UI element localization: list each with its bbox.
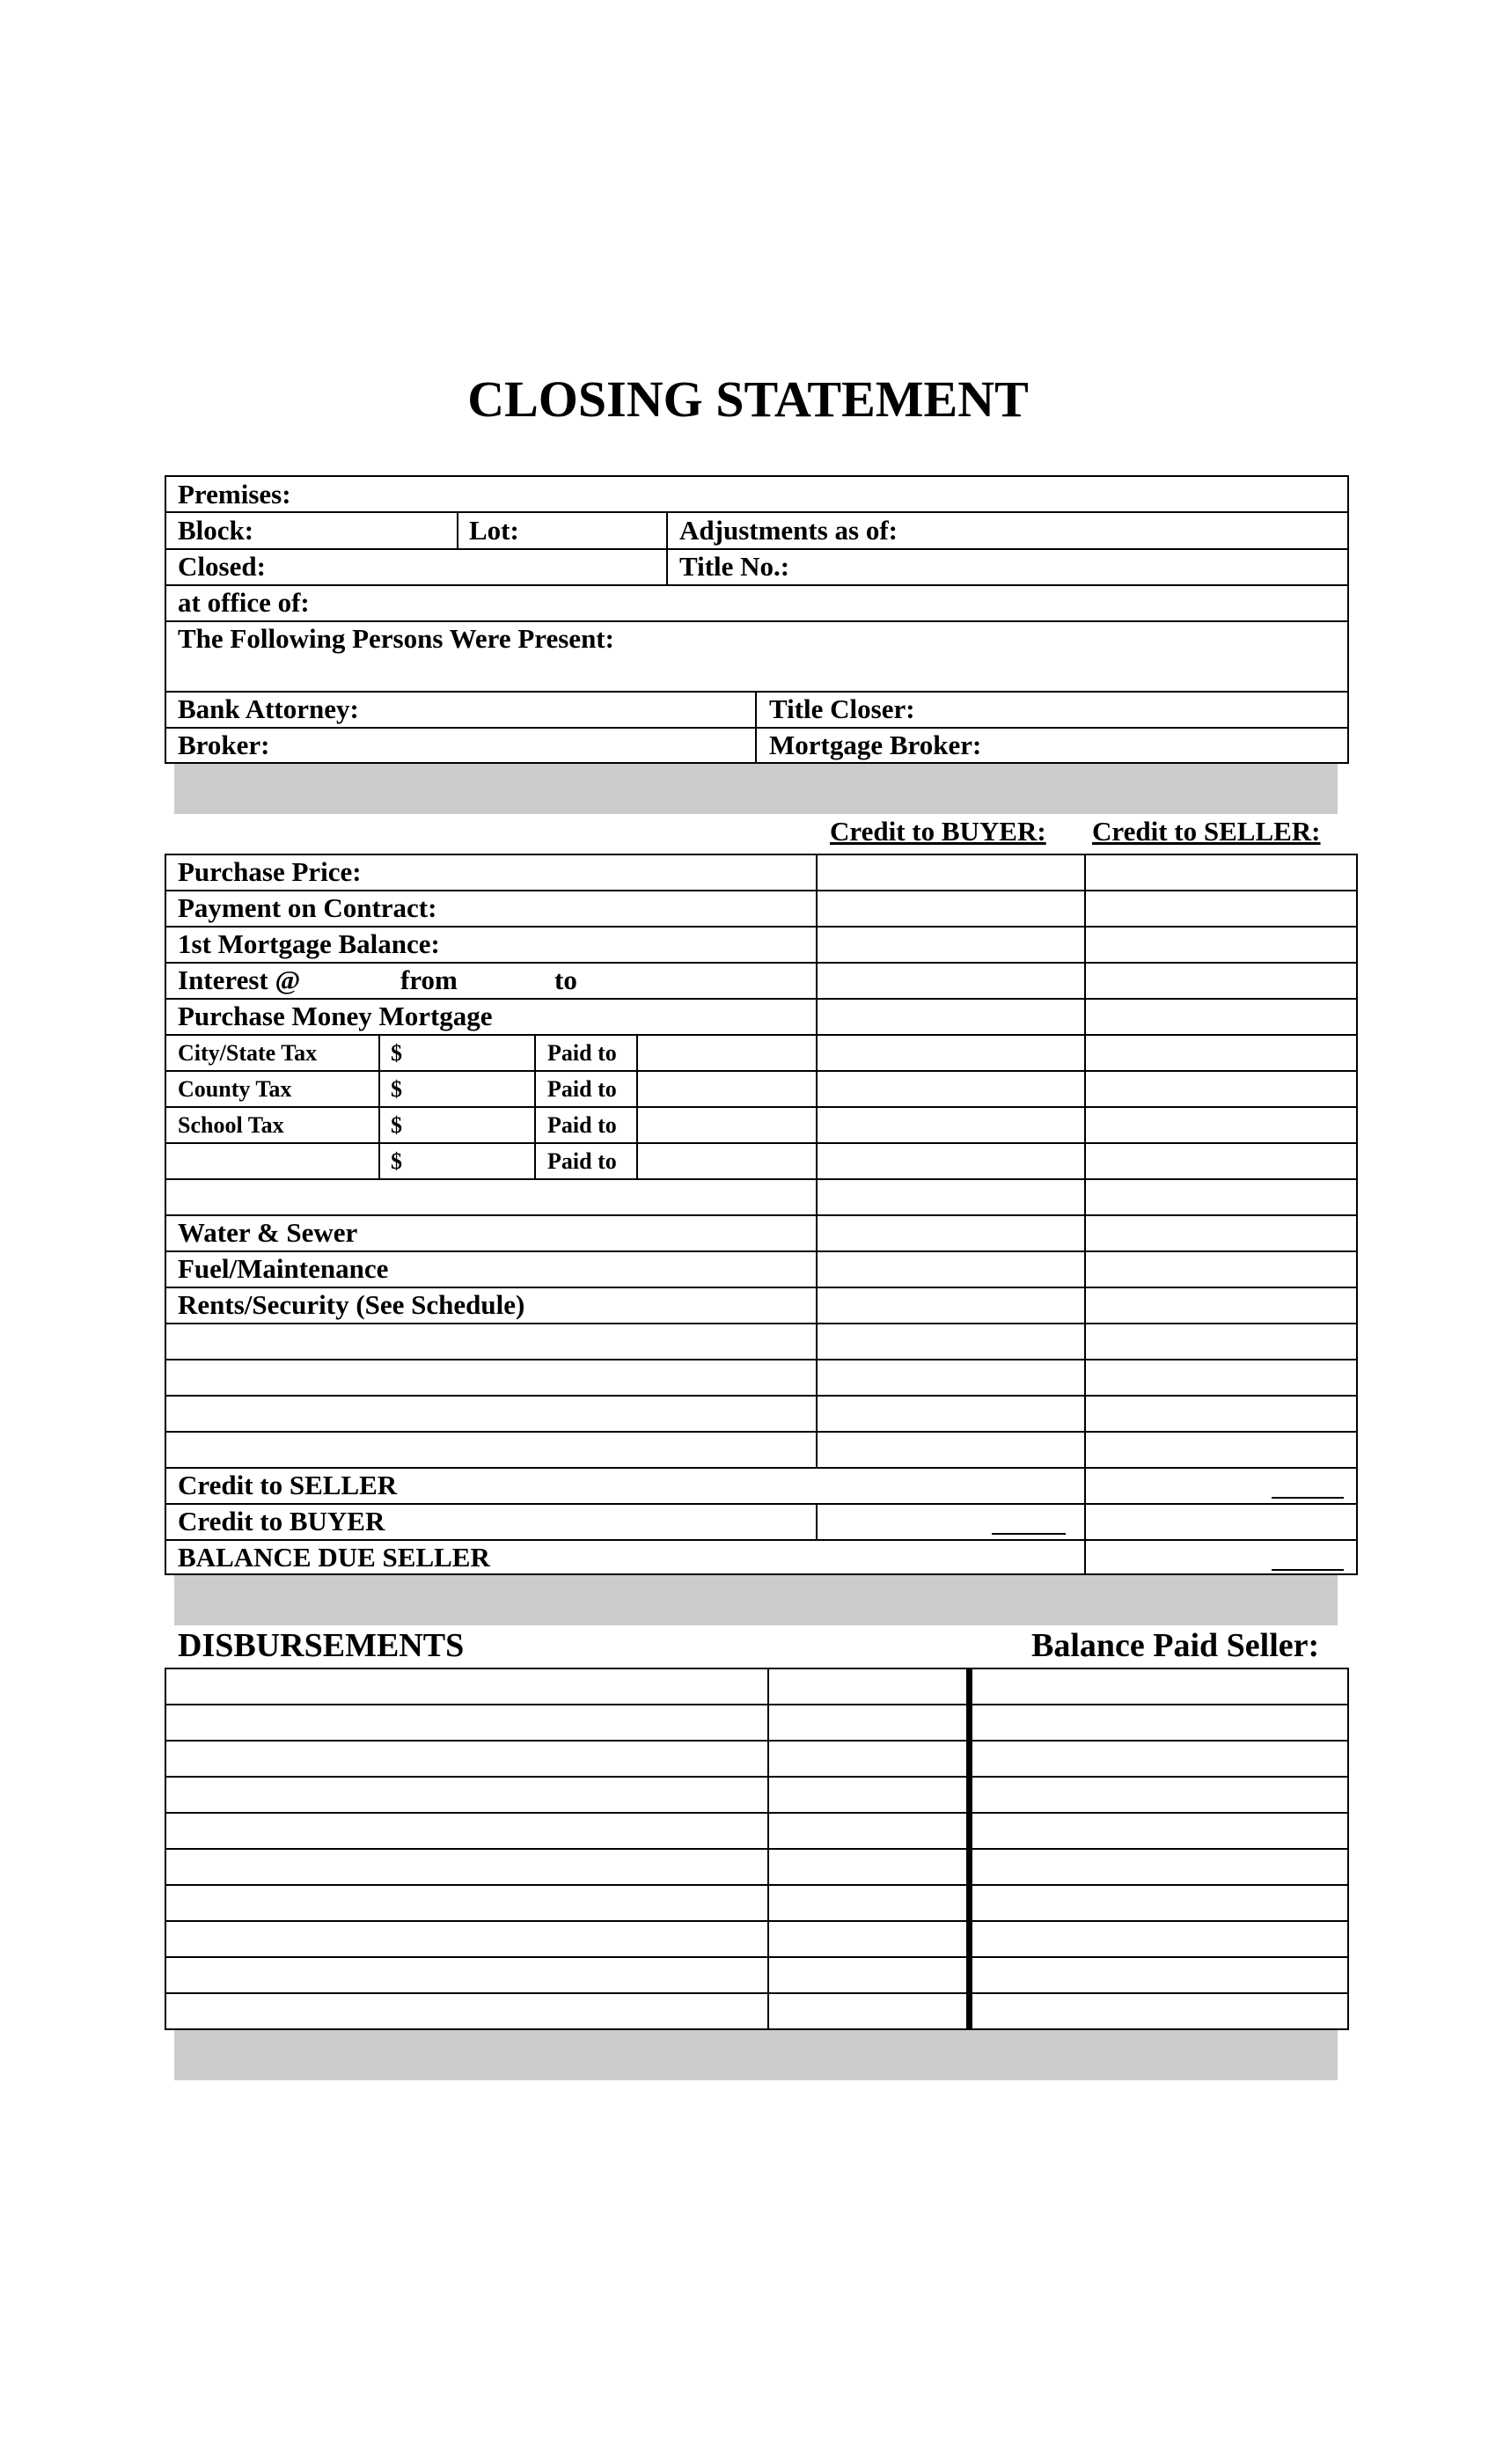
row-line (165, 1106, 1358, 1108)
fuel-label: Fuel/Maintenance (178, 1253, 389, 1284)
block-label: Block: (178, 515, 254, 546)
shaded-band (174, 764, 1338, 814)
row-line (165, 1956, 1349, 1958)
page-title: CLOSING STATEMENT (467, 370, 1029, 428)
tax-dollar: $ (391, 1148, 402, 1174)
row-line (165, 1178, 1358, 1180)
row-line (165, 1431, 1358, 1433)
divider (457, 511, 458, 548)
bank-attorney-label: Bank Attorney: (178, 693, 359, 724)
col-header-buyer: Credit to BUYER: (830, 816, 1046, 847)
tax-dollar: $ (391, 1112, 402, 1138)
total-underline (992, 1533, 1066, 1535)
present-label: The Following Persons Were Present: (178, 623, 614, 654)
row-line (165, 1740, 1349, 1742)
divider (666, 511, 668, 585)
payment-on-contract-label: Payment on Contract: (178, 892, 437, 923)
first-mortgage-label: 1st Mortgage Balance: (178, 928, 440, 959)
rents-label: Rents/Security (See Schedule) (178, 1289, 525, 1320)
total-underline (1272, 1569, 1344, 1571)
office-label: at office of: (178, 587, 310, 618)
row-line (165, 1323, 1358, 1324)
row-line (165, 1884, 1349, 1886)
tax-dollar: $ (391, 1076, 402, 1102)
tax-paid-to: Paid to (547, 1148, 617, 1174)
tax-label: School Tax (178, 1112, 284, 1138)
interest-label: Interest @ (178, 964, 301, 995)
title-closer-label: Title Closer: (769, 693, 915, 724)
tax-paid-to: Paid to (547, 1076, 617, 1102)
closed-label: Closed: (178, 551, 266, 582)
row-line (165, 1359, 1358, 1360)
tax-paid-to: Paid to (547, 1112, 617, 1138)
divider (165, 584, 1349, 586)
purchase-money-mortgage-label: Purchase Money Mortgage (178, 1001, 493, 1031)
divider (755, 691, 757, 764)
divider (165, 511, 1349, 513)
row-line (165, 962, 1358, 964)
row-line (165, 1704, 1349, 1705)
row-line (165, 1034, 1358, 1036)
mortgage-broker-label: Mortgage Broker: (769, 730, 982, 760)
adjustments-label: Adjustments as of: (679, 515, 898, 546)
col-line (767, 1668, 769, 2030)
row-line (165, 1395, 1358, 1397)
disbursements-title: DISBURSEMENTS (178, 1627, 465, 1664)
col-line (378, 1034, 380, 1178)
credit-seller-label: Credit to SELLER (178, 1470, 398, 1500)
col-line (816, 854, 818, 1468)
balance-paid-seller-label: Balance Paid Seller: (1031, 1627, 1320, 1664)
interest-to-label: to (554, 964, 577, 995)
water-sewer-label: Water & Sewer (178, 1217, 358, 1248)
col-line-thick (966, 1668, 972, 2030)
shaded-band (174, 2030, 1338, 2080)
row-line (165, 1776, 1349, 1778)
row-line (165, 1812, 1349, 1814)
tax-label: County Tax (178, 1076, 292, 1102)
row-line (165, 1070, 1358, 1072)
row-line (165, 1920, 1349, 1922)
row-line (165, 1848, 1349, 1850)
credit-buyer-label: Credit to BUYER (178, 1506, 385, 1536)
purchase-price-label: Purchase Price: (178, 856, 362, 887)
title-no-label: Title No.: (679, 551, 790, 582)
col-header-seller: Credit to SELLER: (1092, 816, 1321, 847)
premises-label: Premises: (178, 479, 291, 510)
row-line (165, 1142, 1358, 1144)
tax-dollar: $ (391, 1040, 402, 1066)
col-line (636, 1034, 638, 1178)
divider (165, 727, 1349, 729)
col-line (1084, 854, 1086, 1575)
row-line (165, 1992, 1349, 1994)
balance-due-label: BALANCE DUE SELLER (178, 1542, 490, 1573)
col-line (534, 1034, 536, 1178)
total-underline (1272, 1497, 1344, 1499)
interest-from-label: from (400, 964, 458, 995)
col-line (816, 1503, 818, 1539)
broker-label: Broker: (178, 730, 270, 760)
tax-label: City/State Tax (178, 1040, 318, 1066)
lot-label: Lot: (469, 515, 519, 546)
tax-paid-to: Paid to (547, 1040, 617, 1066)
shaded-band (174, 1575, 1338, 1625)
